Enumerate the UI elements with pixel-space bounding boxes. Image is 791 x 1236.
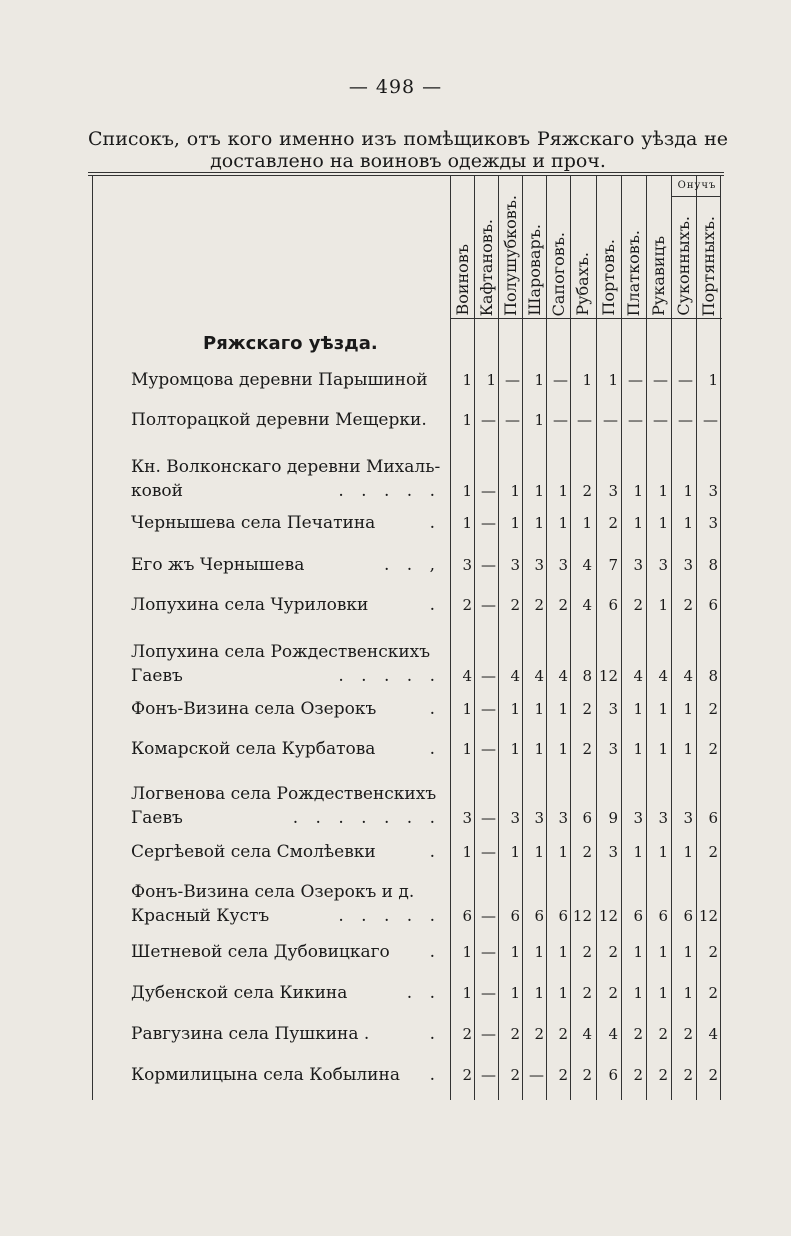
- row-name-line: Гаевъ: [131, 808, 183, 828]
- table-cell: 12: [598, 667, 618, 685]
- table-cell: 2: [582, 843, 592, 861]
- table-cell: 3: [510, 809, 520, 827]
- table-cell: 1: [534, 514, 544, 532]
- table-cell: —: [628, 411, 643, 429]
- table-cell: 1: [582, 514, 592, 532]
- table-cell: 6: [534, 907, 544, 925]
- column-header-label: Кафтановъ.: [477, 218, 496, 316]
- table-cell: 3: [708, 514, 718, 532]
- table-cell: 3: [534, 556, 544, 574]
- table-cell: 2: [708, 700, 718, 718]
- table-cell: 1: [633, 514, 643, 532]
- title-line-1: Списокъ, отъ кого именно изъ помѣщиковъ Ряжскаго уѣзда не: [88, 128, 728, 150]
- table-cell: 1: [683, 514, 693, 532]
- table-cell: 1: [534, 482, 544, 500]
- table-cell: 1: [633, 482, 643, 500]
- table-cell: 2: [510, 1025, 520, 1043]
- table-cell: 4: [462, 667, 472, 685]
- table-cell: —: [628, 371, 643, 389]
- table-cell: 1: [462, 411, 472, 429]
- table-cell: 3: [608, 740, 618, 758]
- table-cell: 3: [558, 809, 568, 827]
- row-leader-dots: . . ,: [383, 555, 441, 575]
- row-name-line: Муромцова деревни Парышиной: [131, 370, 428, 390]
- table-cell: 1: [558, 740, 568, 758]
- table-cell: 1: [534, 943, 544, 961]
- table-cell: —: [481, 907, 496, 925]
- table-cell: 1: [510, 740, 520, 758]
- table-cell: 2: [558, 596, 568, 614]
- table-cell: —: [678, 411, 693, 429]
- row-name-line: Фонъ-Визина села Озерокъ и д.: [131, 882, 415, 902]
- table-cell: 2: [582, 700, 592, 718]
- table-cell: 2: [462, 1066, 472, 1084]
- table-cell: 1: [462, 843, 472, 861]
- table-cell: 2: [558, 1025, 568, 1043]
- row-name-line: Шетневой села Дубовицкаго: [131, 942, 390, 962]
- table-cell: 8: [708, 667, 718, 685]
- table-cell: 2: [708, 843, 718, 861]
- table-cell: 1: [462, 371, 472, 389]
- table-cell: 1: [510, 514, 520, 532]
- table-cell: 2: [582, 984, 592, 1002]
- row-leader-dots: .: [429, 739, 441, 759]
- table-cell: 12: [572, 907, 592, 925]
- row-name-line: Чернышева села Печатина: [131, 513, 376, 533]
- table-cell: 4: [582, 556, 592, 574]
- table-cell: 2: [608, 514, 618, 532]
- table-cell: 1: [658, 984, 668, 1002]
- row-landowner-name: [131, 511, 441, 535]
- table-cell: —: [481, 843, 496, 861]
- table-cell: 4: [708, 1025, 718, 1043]
- table-cell: 3: [558, 556, 568, 574]
- table-cell: 1: [633, 943, 643, 961]
- table-cell: 1: [633, 740, 643, 758]
- table-cell: 2: [462, 596, 472, 614]
- column-header: [597, 176, 621, 316]
- table-cell: 1: [534, 843, 544, 861]
- table-cell: 1: [510, 700, 520, 718]
- row-leader-dots: . . . . . . .: [292, 808, 441, 828]
- table-cell: 6: [633, 907, 643, 925]
- table-cell: 1: [658, 514, 668, 532]
- table-cell: 4: [633, 667, 643, 685]
- table-cell: 1: [658, 700, 668, 718]
- table-cell: 6: [558, 907, 568, 925]
- column-header-label: Суконныхъ.: [674, 216, 693, 316]
- table-cell: 1: [534, 740, 544, 758]
- table-cell: 1: [558, 700, 568, 718]
- row-name-line: Его жъ Чернышева: [131, 555, 305, 575]
- row-name-line: Дубенской села Кикина: [131, 983, 348, 1003]
- table-cell: 1: [558, 943, 568, 961]
- table-cell: —: [678, 371, 693, 389]
- table-cell: 8: [582, 667, 592, 685]
- table-cell: 1: [462, 514, 472, 532]
- table-cell: 1: [658, 596, 668, 614]
- table-left-border: [92, 176, 93, 1100]
- table-cell: 1: [658, 943, 668, 961]
- table-cell: —: [653, 371, 668, 389]
- section-title: Ряжскаго уѣзда.: [203, 333, 378, 354]
- table-cell: 1: [683, 700, 693, 718]
- table-cell: 2: [582, 1066, 592, 1084]
- table-cell: 3: [510, 556, 520, 574]
- table-cell: 3: [658, 556, 668, 574]
- table-cell: 1: [534, 700, 544, 718]
- table-cell: 2: [558, 1066, 568, 1084]
- row-landowner-name: [131, 593, 441, 617]
- column-header: [571, 176, 595, 316]
- table-cell: 7: [608, 556, 618, 574]
- table-cell: 6: [708, 809, 718, 827]
- table-cell: 3: [683, 809, 693, 827]
- table-cell: 2: [658, 1025, 668, 1043]
- table-cell: 1: [633, 984, 643, 1002]
- table-cell: 1: [558, 984, 568, 1002]
- row-leader-dots: . . . . .: [338, 906, 441, 926]
- table-cell: 1: [683, 740, 693, 758]
- table-cell: 2: [708, 1066, 718, 1084]
- row-landowner-name: [131, 640, 441, 688]
- row-leader-dots: . . . . .: [338, 481, 441, 501]
- table-cell: 2: [608, 943, 618, 961]
- table-cell: 2: [633, 1025, 643, 1043]
- table-cell: 1: [608, 371, 618, 389]
- column-header: [622, 176, 646, 316]
- column-header-label: Полушубковъ.: [501, 195, 520, 316]
- row-leader-dots: .: [429, 842, 441, 862]
- row-leader-dots: .: [429, 942, 441, 962]
- table-cell: 3: [462, 809, 472, 827]
- row-leader-dots: . .: [406, 983, 441, 1003]
- table-cell: 1: [708, 371, 718, 389]
- column-header-label: Платковъ.: [624, 229, 643, 316]
- table-cell: 1: [582, 371, 592, 389]
- table-cell: 4: [534, 667, 544, 685]
- header-bottom-rule: [450, 318, 722, 319]
- row-leader-dots: .: [429, 513, 441, 533]
- table-cell: 6: [683, 907, 693, 925]
- table-cell: 1: [658, 482, 668, 500]
- table-cell: —: [529, 1066, 544, 1084]
- row-name-line: Полторацкой деревни Мещерки.: [131, 410, 427, 430]
- table-cell: 4: [558, 667, 568, 685]
- table-cell: 6: [608, 596, 618, 614]
- table-cell: 3: [633, 556, 643, 574]
- table-cell: 1: [486, 371, 496, 389]
- column-header: [547, 176, 571, 316]
- row-name-line: ковой: [131, 481, 183, 501]
- table-cell: 1: [683, 984, 693, 1002]
- table-cell: 1: [462, 740, 472, 758]
- column-header: [647, 176, 671, 316]
- table-cell: —: [481, 1066, 496, 1084]
- table-cell: 1: [633, 700, 643, 718]
- row-name-line: Красный Кустъ: [131, 906, 270, 926]
- table-cell: 12: [598, 907, 618, 925]
- column-header: [499, 176, 523, 316]
- table-cell: 1: [633, 843, 643, 861]
- title-line-2: доставлено на воиновъ одежды и проч.: [210, 150, 606, 172]
- table-cell: 1: [683, 843, 693, 861]
- row-landowner-name: [131, 880, 441, 928]
- row-leader-dots: .: [429, 595, 441, 615]
- table-cell: —: [481, 1025, 496, 1043]
- table-cell: 1: [462, 482, 472, 500]
- table-cell: —: [481, 700, 496, 718]
- table-cell: 1: [510, 984, 520, 1002]
- column-header: [523, 176, 547, 316]
- column-header-label: Рукавицъ: [649, 236, 668, 316]
- table-cell: 2: [534, 1025, 544, 1043]
- column-header-label: Портовъ.: [599, 239, 618, 316]
- table-cell: 1: [558, 514, 568, 532]
- table-cell: 1: [683, 482, 693, 500]
- column-header: [697, 200, 721, 316]
- table-cell: 1: [462, 943, 472, 961]
- table-cell: 3: [608, 843, 618, 861]
- table-cell: —: [481, 556, 496, 574]
- row-landowner-name: [131, 840, 441, 864]
- row-leader-dots: .: [429, 1024, 441, 1044]
- row-leader-dots: .: [429, 699, 441, 719]
- table-cell: 6: [510, 907, 520, 925]
- table-cell: 2: [582, 482, 592, 500]
- table-cell: 2: [683, 1025, 693, 1043]
- table-cell: —: [481, 740, 496, 758]
- row-leader-dots: . . . . .: [338, 666, 441, 686]
- table-cell: —: [653, 411, 668, 429]
- table-cell: 3: [462, 556, 472, 574]
- table-cell: 1: [558, 482, 568, 500]
- table-cell: 2: [510, 1066, 520, 1084]
- column-group-rule: [672, 196, 721, 197]
- table-cell: 2: [582, 740, 592, 758]
- table-cell: 3: [608, 700, 618, 718]
- table-cell: 1: [462, 984, 472, 1002]
- table-cell: —: [481, 411, 496, 429]
- table-cell: —: [553, 411, 568, 429]
- column-header-label: Рубахъ.: [573, 252, 592, 316]
- table-cell: 1: [462, 700, 472, 718]
- column-header-label: Воиновъ: [453, 244, 472, 316]
- column-header: [475, 176, 499, 316]
- table-cell: 4: [510, 667, 520, 685]
- table-cell: 1: [510, 843, 520, 861]
- row-name-line: Логвенова села Рождественскихъ: [131, 784, 437, 804]
- table-cell: 2: [534, 596, 544, 614]
- row-landowner-name: [131, 940, 441, 964]
- table-cell: 6: [462, 907, 472, 925]
- table-cell: —: [505, 371, 520, 389]
- table-cell: —: [577, 411, 592, 429]
- table-cell: —: [481, 809, 496, 827]
- column-header-label: Портяныхъ.: [699, 215, 718, 316]
- table-cell: 1: [534, 371, 544, 389]
- row-landowner-name: [131, 737, 441, 761]
- table-cell: 9: [608, 809, 618, 827]
- table-cell: 2: [582, 943, 592, 961]
- table-cell: 2: [683, 1066, 693, 1084]
- table-cell: 3: [708, 482, 718, 500]
- column-header-label: Шароваръ.: [525, 224, 544, 316]
- table-cell: 3: [534, 809, 544, 827]
- column-header-label: Сапоговъ.: [549, 231, 568, 316]
- table-cell: 4: [658, 667, 668, 685]
- row-landowner-name: [131, 1022, 441, 1046]
- table-cell: 1: [510, 482, 520, 500]
- row-name-line: Равгузина села Пушкина .: [131, 1024, 370, 1044]
- row-landowner-name: [131, 782, 441, 830]
- table-cell: 2: [708, 984, 718, 1002]
- row-landowner-name: [131, 1063, 441, 1087]
- table-cell: —: [481, 667, 496, 685]
- table-cell: 4: [582, 1025, 592, 1043]
- table-cell: 3: [658, 809, 668, 827]
- table-cell: 2: [608, 984, 618, 1002]
- table-cell: —: [505, 411, 520, 429]
- table-cell: 8: [708, 556, 718, 574]
- row-name-line: Сергѣевой села Смолѣевки: [131, 842, 376, 862]
- table-cell: 4: [582, 596, 592, 614]
- column-header: [451, 176, 475, 316]
- table-cell: —: [481, 984, 496, 1002]
- table-cell: —: [481, 482, 496, 500]
- row-name-line: Кормилицына села Кобылина: [131, 1065, 400, 1085]
- table-cell: 6: [708, 596, 718, 614]
- table-cell: —: [481, 943, 496, 961]
- table-cell: 2: [658, 1066, 668, 1084]
- row-landowner-name: [131, 553, 441, 577]
- column-group-label: Онучъ: [677, 180, 717, 191]
- row-landowner-name: [131, 697, 441, 721]
- table-cell: 1: [534, 984, 544, 1002]
- table-cell: 12: [698, 907, 718, 925]
- table-cell: 1: [658, 740, 668, 758]
- table-cell: 4: [683, 667, 693, 685]
- table-cell: 6: [608, 1066, 618, 1084]
- table-cell: —: [481, 596, 496, 614]
- table-cell: —: [703, 411, 718, 429]
- page-number: — 498 —: [348, 76, 443, 98]
- row-landowner-name: [131, 408, 441, 432]
- table-cell: 3: [683, 556, 693, 574]
- table-cell: —: [481, 514, 496, 532]
- table-cell: 2: [633, 596, 643, 614]
- table-cell: —: [553, 371, 568, 389]
- row-landowner-name: [131, 455, 441, 503]
- row-leader-dots: .: [429, 1065, 441, 1085]
- row-name-line: Лопухина села Рождественскихъ: [131, 642, 431, 662]
- table-cell: 2: [708, 943, 718, 961]
- row-name-line: Фонъ-Визина села Озерокъ: [131, 699, 377, 719]
- row-name-line: Лопухина села Чуриловки: [131, 595, 369, 615]
- table-cell: —: [603, 411, 618, 429]
- column-header: [672, 200, 696, 316]
- row-name-line: Кн. Волконскаго деревни Михаль-: [131, 457, 441, 477]
- table-cell: 2: [462, 1025, 472, 1043]
- table-cell: 2: [633, 1066, 643, 1084]
- table-cell: 2: [708, 740, 718, 758]
- table-cell: 6: [658, 907, 668, 925]
- table-cell: 4: [608, 1025, 618, 1043]
- row-name-line: Комарской села Курбатова: [131, 739, 376, 759]
- table-cell: 1: [658, 843, 668, 861]
- table-cell: 2: [510, 596, 520, 614]
- table-cell: 3: [633, 809, 643, 827]
- row-landowner-name: [131, 981, 441, 1005]
- table-cell: 2: [683, 596, 693, 614]
- table-cell: 1: [534, 411, 544, 429]
- row-name-line: Гаевъ: [131, 666, 183, 686]
- table-cell: 1: [558, 843, 568, 861]
- table-cell: 6: [582, 809, 592, 827]
- table-cell: 1: [510, 943, 520, 961]
- row-landowner-name: [131, 368, 441, 392]
- table-cell: 1: [683, 943, 693, 961]
- table-cell: 3: [608, 482, 618, 500]
